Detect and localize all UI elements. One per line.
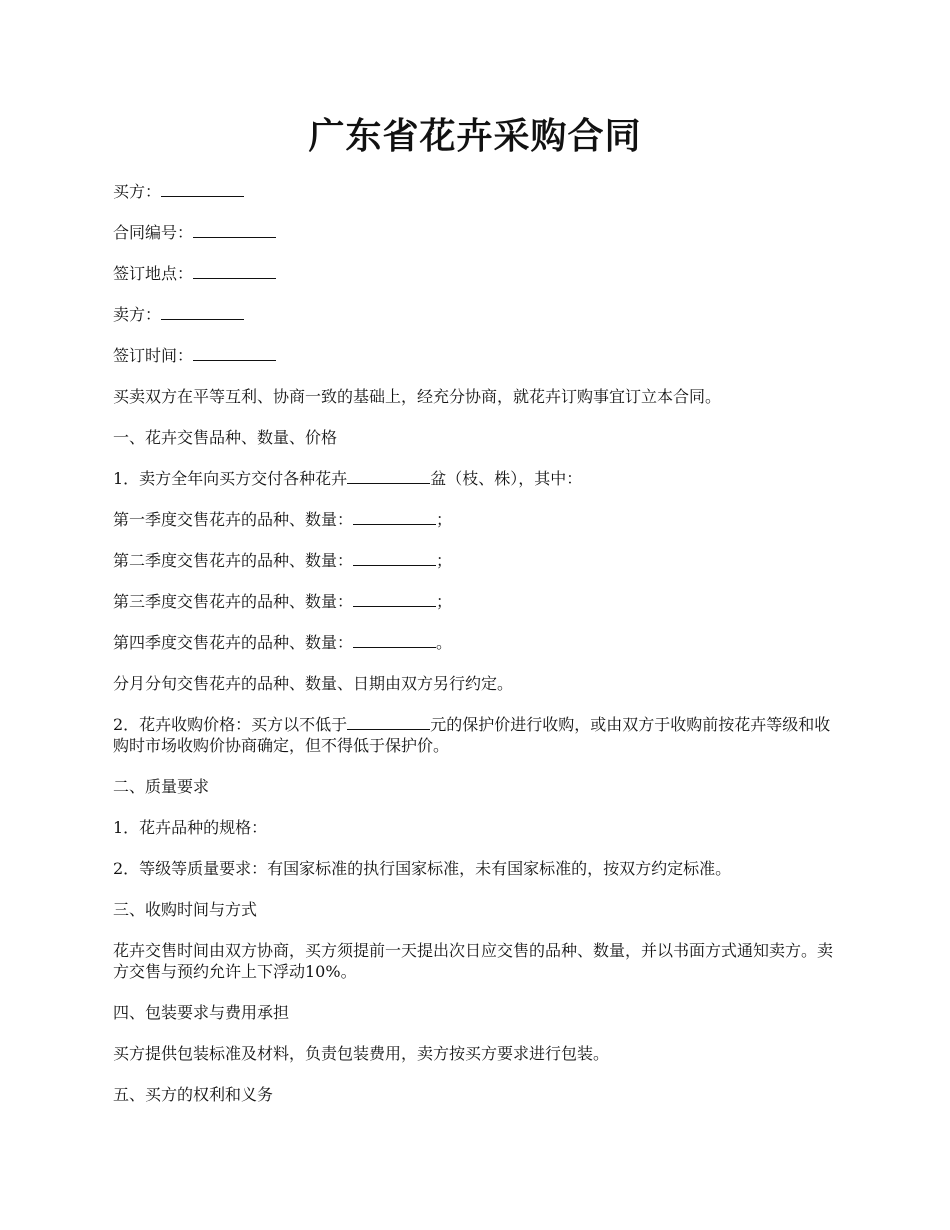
q2-label: 第二季度交售花卉的品种、数量： [113, 551, 354, 570]
q1-line [113, 509, 843, 530]
section1-item1-suffix: 盆（枝、株），其中： [430, 469, 583, 488]
intro-paragraph: 买卖双方在平等互利、协商一致的基础上，经充分协商，就花卉订购事宜订立本合同。 [113, 387, 722, 406]
q2-blank [353, 551, 436, 566]
q1-end: ； [436, 510, 453, 529]
seller-blank [161, 305, 244, 320]
q4-blank [353, 633, 436, 648]
section4-heading: 四、包装要求与费用承担 [113, 1003, 290, 1022]
section5-heading: 五、买方的权利和义务 [113, 1085, 274, 1104]
section4-text: 买方提供包装标准及材料，负责包装费用，卖方按买方要求进行包装。 [113, 1044, 610, 1063]
section1-item2 [113, 714, 843, 756]
section1-item1-text: 1．卖方全年向买方交付各种花卉 [113, 469, 348, 488]
q2-line [113, 550, 843, 571]
seller-label: 卖方： [113, 305, 162, 324]
q3-end: ； [436, 592, 453, 611]
buyer-field [113, 181, 843, 202]
q1-label: 第一季度交售花卉的品种、数量： [113, 510, 354, 529]
seller-field [113, 304, 843, 325]
section3-text: 花卉交售时间由双方协商，买方须提前一天提出次日应交售的品种、数量，并以书面方式通知卖方。卖方交售与预约允许上下浮动10%。 [113, 941, 834, 981]
buyer-blank [161, 182, 244, 197]
q3-blank [353, 592, 436, 607]
q2-end: ； [436, 551, 453, 570]
q3-line [113, 591, 843, 612]
section2-heading: 二、质量要求 [113, 777, 210, 796]
q4-label: 第四季度交售花卉的品种、数量： [113, 633, 354, 652]
signing-place-field [113, 263, 843, 284]
section1-item2-text: 2．花卉收购价格：买方以不低于 [113, 715, 348, 734]
protection-price-blank [347, 715, 430, 730]
document-title: 广东省花卉采购合同 [308, 115, 642, 157]
monthly-paragraph: 分月分旬交售花卉的品种、数量、日期由双方另行约定。 [113, 674, 514, 693]
section1-heading: 一、花卉交售品种、数量、价格 [113, 428, 338, 447]
section2-item2: 2．等级等质量要求：有国家标准的执行国家标准，未有国家标准的，按双方约定标准。 [113, 859, 732, 878]
document-body [113, 181, 843, 1125]
signing-place-label: 签订地点： [113, 264, 194, 283]
signing-place-blank [193, 264, 276, 279]
signing-time-label: 签订时间： [113, 346, 194, 365]
signing-time-blank [193, 346, 276, 361]
contract-number-label: 合同编号： [113, 223, 194, 242]
q3-label: 第三季度交售花卉的品种、数量： [113, 592, 354, 611]
contract-number-field [113, 222, 843, 243]
buyer-label: 买方： [113, 182, 162, 201]
total-quantity-blank [347, 469, 430, 484]
signing-time-field [113, 345, 843, 366]
section3-heading: 三、收购时间与方式 [113, 900, 258, 919]
q1-blank [353, 510, 436, 525]
section1-item1 [113, 468, 843, 489]
q4-line [113, 632, 843, 653]
q4-end: 。 [436, 633, 453, 652]
section2-item1: 1．花卉品种的规格： [113, 818, 268, 837]
section1-item2-suffix: 元的保护价进行收购，或由双方于收购前按花卉等级和收购时市场收购价协商确定，但不得低于保护价。 [113, 715, 831, 755]
contract-number-blank [193, 223, 276, 238]
